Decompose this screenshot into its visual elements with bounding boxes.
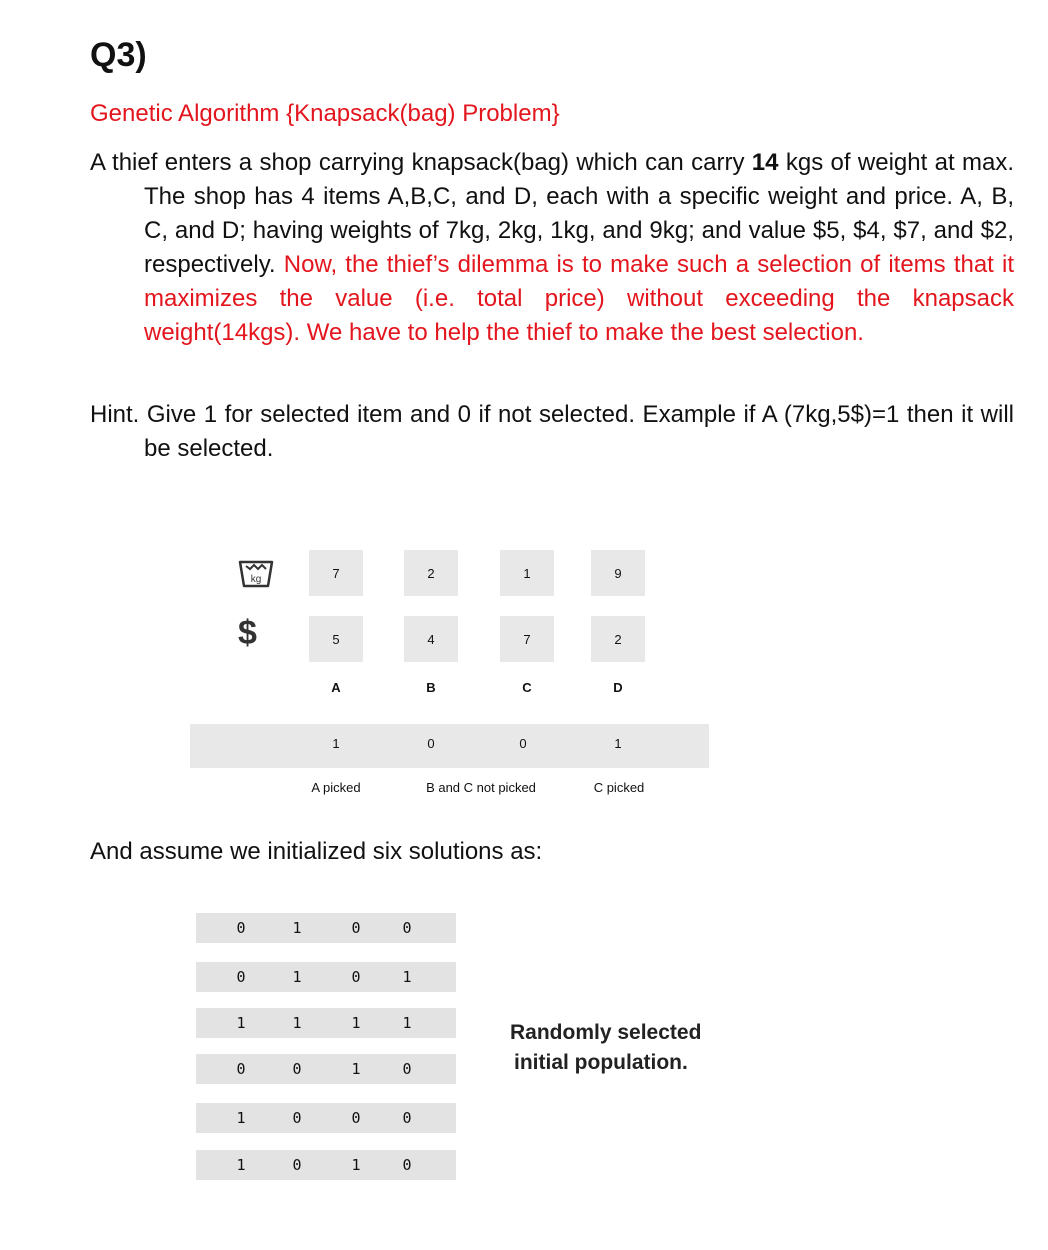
weight-cell-b: 2 — [404, 550, 458, 596]
caption-a-picked: A picked — [311, 780, 361, 795]
problem-paragraph — [90, 146, 1014, 350]
pick-value-d: 1 — [614, 736, 622, 751]
gene-cell: 0 — [236, 919, 246, 937]
weight-cell-d: 9 — [591, 550, 645, 596]
gene-cell: 1 — [351, 1014, 361, 1032]
problem-text-1: A thief enters a shop carrying knapsack(bag) which can carry — [90, 149, 752, 176]
population-row — [196, 1150, 456, 1180]
dilemma-text: Now, the thief’s dilemma is to make such a selection of items that it maximizes the value (i.e. total price) without exceeding the knapsack weight(14kgs). We have to help the thief to make the best selection. — [144, 251, 1014, 346]
question-title: Q3) — [90, 36, 147, 74]
gene-cell: 0 — [402, 919, 412, 937]
capacity-value: 14 — [751, 149, 779, 176]
gene-cell: 0 — [236, 1060, 246, 1078]
caption-bc-not-picked: B and C not picked — [426, 780, 536, 795]
assume-text: And assume we initialized six solutions as: — [90, 838, 543, 865]
item-label-a: A — [331, 680, 341, 695]
population-row — [196, 1054, 456, 1084]
value-cell-c: 7 — [500, 616, 554, 662]
item-label-c: C — [522, 680, 532, 695]
gene-cell: 0 — [402, 1109, 412, 1127]
gene-cell: 1 — [402, 968, 412, 986]
weight-icon-label: kg — [250, 574, 262, 585]
section-subtitle: Genetic Algorithm {Knapsack(bag) Problem} — [90, 100, 560, 127]
gene-cell: 1 — [292, 919, 302, 937]
gene-cell: 1 — [402, 1014, 412, 1032]
gene-cell: 1 — [292, 968, 302, 986]
dollar-icon: $ — [238, 614, 257, 652]
pick-value-b: 0 — [427, 736, 435, 751]
gene-cell: 0 — [351, 919, 361, 937]
population-row — [196, 1008, 456, 1038]
value-cell-d: 2 — [591, 616, 645, 662]
gene-cell: 0 — [292, 1060, 302, 1078]
weight-cell-c: 1 — [500, 550, 554, 596]
weight-cell-a: 7 — [309, 550, 363, 596]
gene-cell: 1 — [236, 1109, 246, 1127]
caption-c-picked: C picked — [593, 780, 645, 795]
item-label-b: B — [426, 680, 436, 695]
population-note-line2: initial population. — [514, 1051, 688, 1074]
gene-cell: 0 — [402, 1060, 412, 1078]
gene-cell: 0 — [236, 968, 246, 986]
pick-value-c: 0 — [519, 736, 527, 751]
gene-cell: 0 — [402, 1156, 412, 1174]
gene-cell: 1 — [292, 1014, 302, 1032]
gene-cell: 0 — [351, 968, 361, 986]
hint-paragraph: Hint. Give 1 for selected item and 0 if not selected. Example if A (7kg,5$)=1 then it will be selected. — [90, 401, 1014, 462]
population-row — [196, 913, 456, 943]
population-row — [196, 962, 456, 992]
gene-cell: 1 — [351, 1156, 361, 1174]
gene-cell: 1 — [351, 1060, 361, 1078]
gene-cell: 1 — [236, 1014, 246, 1032]
gene-cell: 0 — [351, 1109, 361, 1127]
value-cell-b: 4 — [404, 616, 458, 662]
item-label-d: D — [613, 680, 623, 695]
gene-cell: 0 — [292, 1109, 302, 1127]
population-note-line1: Randomly selected — [510, 1021, 702, 1044]
population-note — [510, 1018, 701, 1078]
problem-text-2: kgs of weight at max. The shop has 4 items A,B,C, and D, each with a specific weight and price. A, B, C, and D; having weights of 7kg, 2kg, 1kg, and 9kg; and value $5, $4, $7, and $2, respectively. — [144, 149, 1015, 278]
gene-cell: 1 — [236, 1156, 246, 1174]
pick-value-a: 1 — [332, 736, 340, 751]
population-row — [196, 1103, 456, 1133]
value-cell-a: 5 — [309, 616, 363, 662]
gene-cell: 0 — [292, 1156, 302, 1174]
weight-icon — [236, 558, 276, 590]
